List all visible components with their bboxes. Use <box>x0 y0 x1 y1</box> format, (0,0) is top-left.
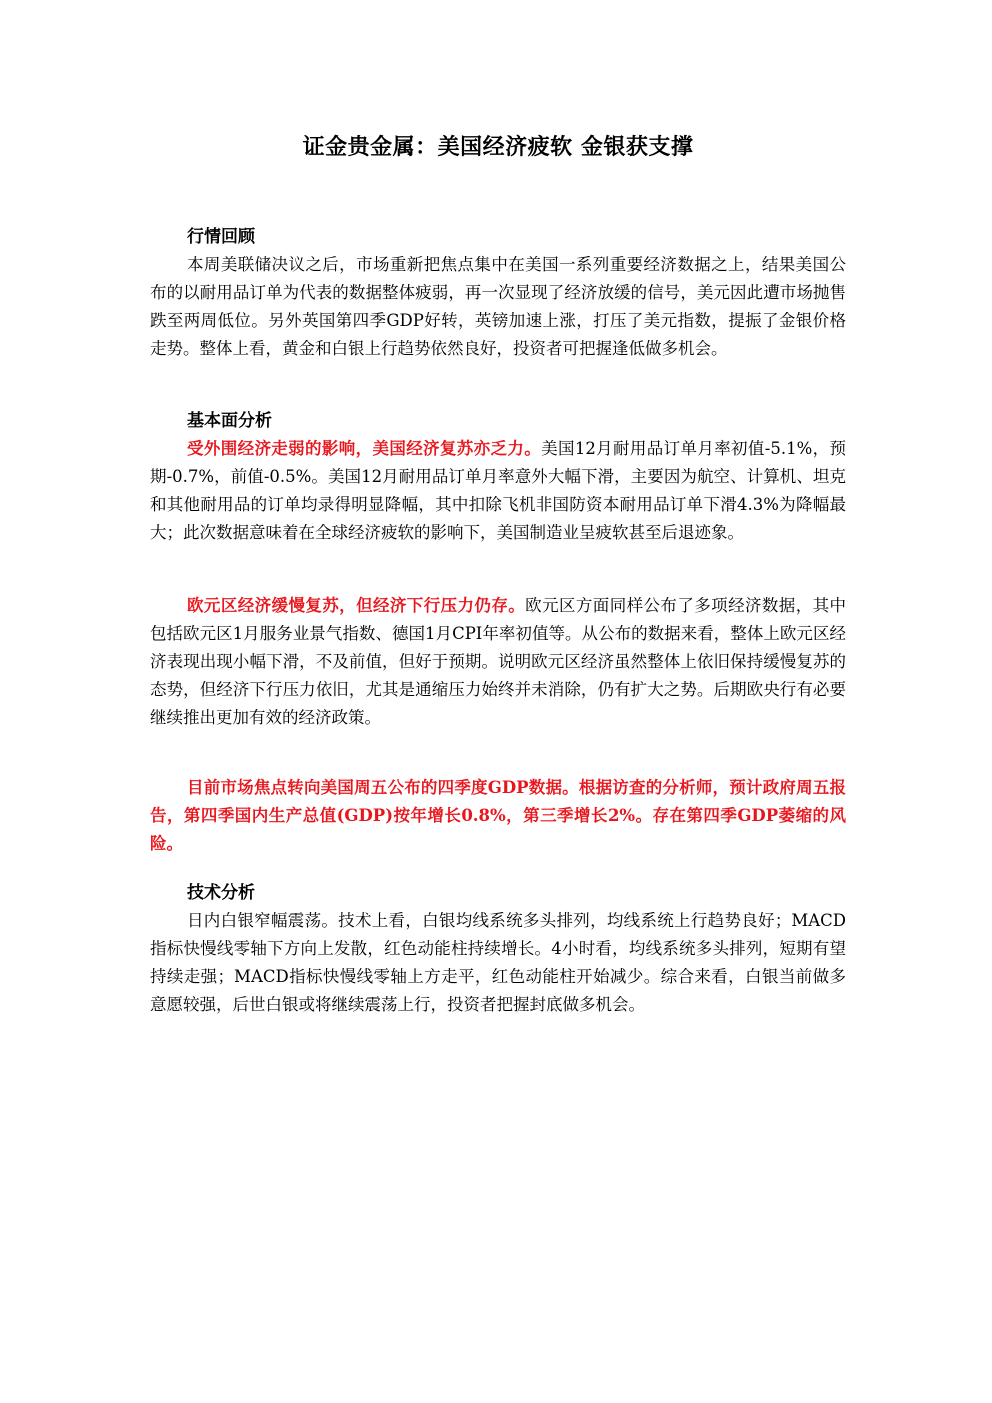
fundamental-highlight-1: 受外围经济走弱的影响，美国经济复苏亦乏力。 <box>187 439 542 458</box>
fundamental-highlight-2: 欧元区经济缓慢复苏，但经济下行压力仍存。 <box>187 596 526 615</box>
fundamental-paragraph-2 <box>150 592 846 732</box>
section-review <box>150 223 846 363</box>
document-title: 证金贵金属：美国经济疲软 金银获支撑 <box>302 134 694 160</box>
section-heading-fundamental: 基本面分析 <box>187 411 272 431</box>
section-heading-review: 行情回顾 <box>187 227 255 247</box>
technical-paragraph: 日内白银窄幅震荡。技术上看，白银均线系统多头排列，均线系统上行趋势良好；MACD指标快慢线零轴下方向上发散，红色动能柱持续增长。4小时看，均线系统多头排列，短期有望持续走强；MACD指标快慢线零轴上方走平，红色动能柱开始减少。综合来看，白银当前做多意愿较强，后世白银或将继续震荡上行，投资者把握封底做多机会。 <box>150 911 846 1014</box>
fundamental-paragraph-1 <box>150 435 846 547</box>
section-fundamental <box>150 407 846 547</box>
fundamental-body-1: 美国12月耐用品订单月率初值-5.1%，预期-0.7%，前值-0.5%。美国12月耐用品订单月率意外大幅下滑，主要因为航空、计算机、坦克和其他耐用品的订单均录得明显降幅，其中扣除飞机非国防资本耐用品订单下滑4.3%为降幅最大；此次数据意味着在全球经济疲软的影响下，美国制造业呈疲软甚至后退迹象。 <box>150 439 847 542</box>
fundamental-paragraph-3: 目前市场焦点转向美国周五公布的四季度GDP数据。根据访查的分析师，预计政府周五报告，第四季国内生产总值(GDP)按年增长0.8%，第三季增长2%。存在第四季GDP萎缩的风险。 <box>150 778 846 853</box>
fundamental-body-2: 欧元区方面同样公布了多项经济数据，其中包括欧元区1月服务业景气指数、德国1月CPI年率初值等。从公布的数据来看，整体上欧元区经济表现出现小幅下滑，不及前值，但好于预期。说明欧元区经济虽然整体上依旧保持缓慢复苏的态势，但经济下行压力依旧，尤其是通缩压力始终并未消除，仍有扩大之势。后期欧央行有必要继续推出更加有效的经济政策。 <box>150 596 847 727</box>
section-fundamental-gdp <box>150 774 846 858</box>
section-technical <box>150 879 846 1019</box>
review-paragraph: 本周美联储决议之后，市场重新把焦点集中在美国一系列重要经济数据之上，结果美国公布的以耐用品订单为代表的数据整体疲弱，再一次显现了经济放缓的信号，美元因此遭市场抛售跌至两周低位。另外英国第四季GDP好转，英镑加速上涨，打压了美元指数，提振了金银价格走势。整体上看，黄金和白银上行趋势依然良好，投资者可把握逢低做多机会。 <box>150 255 846 358</box>
section-fundamental-cont <box>150 592 846 732</box>
section-heading-technical: 技术分析 <box>187 883 255 903</box>
